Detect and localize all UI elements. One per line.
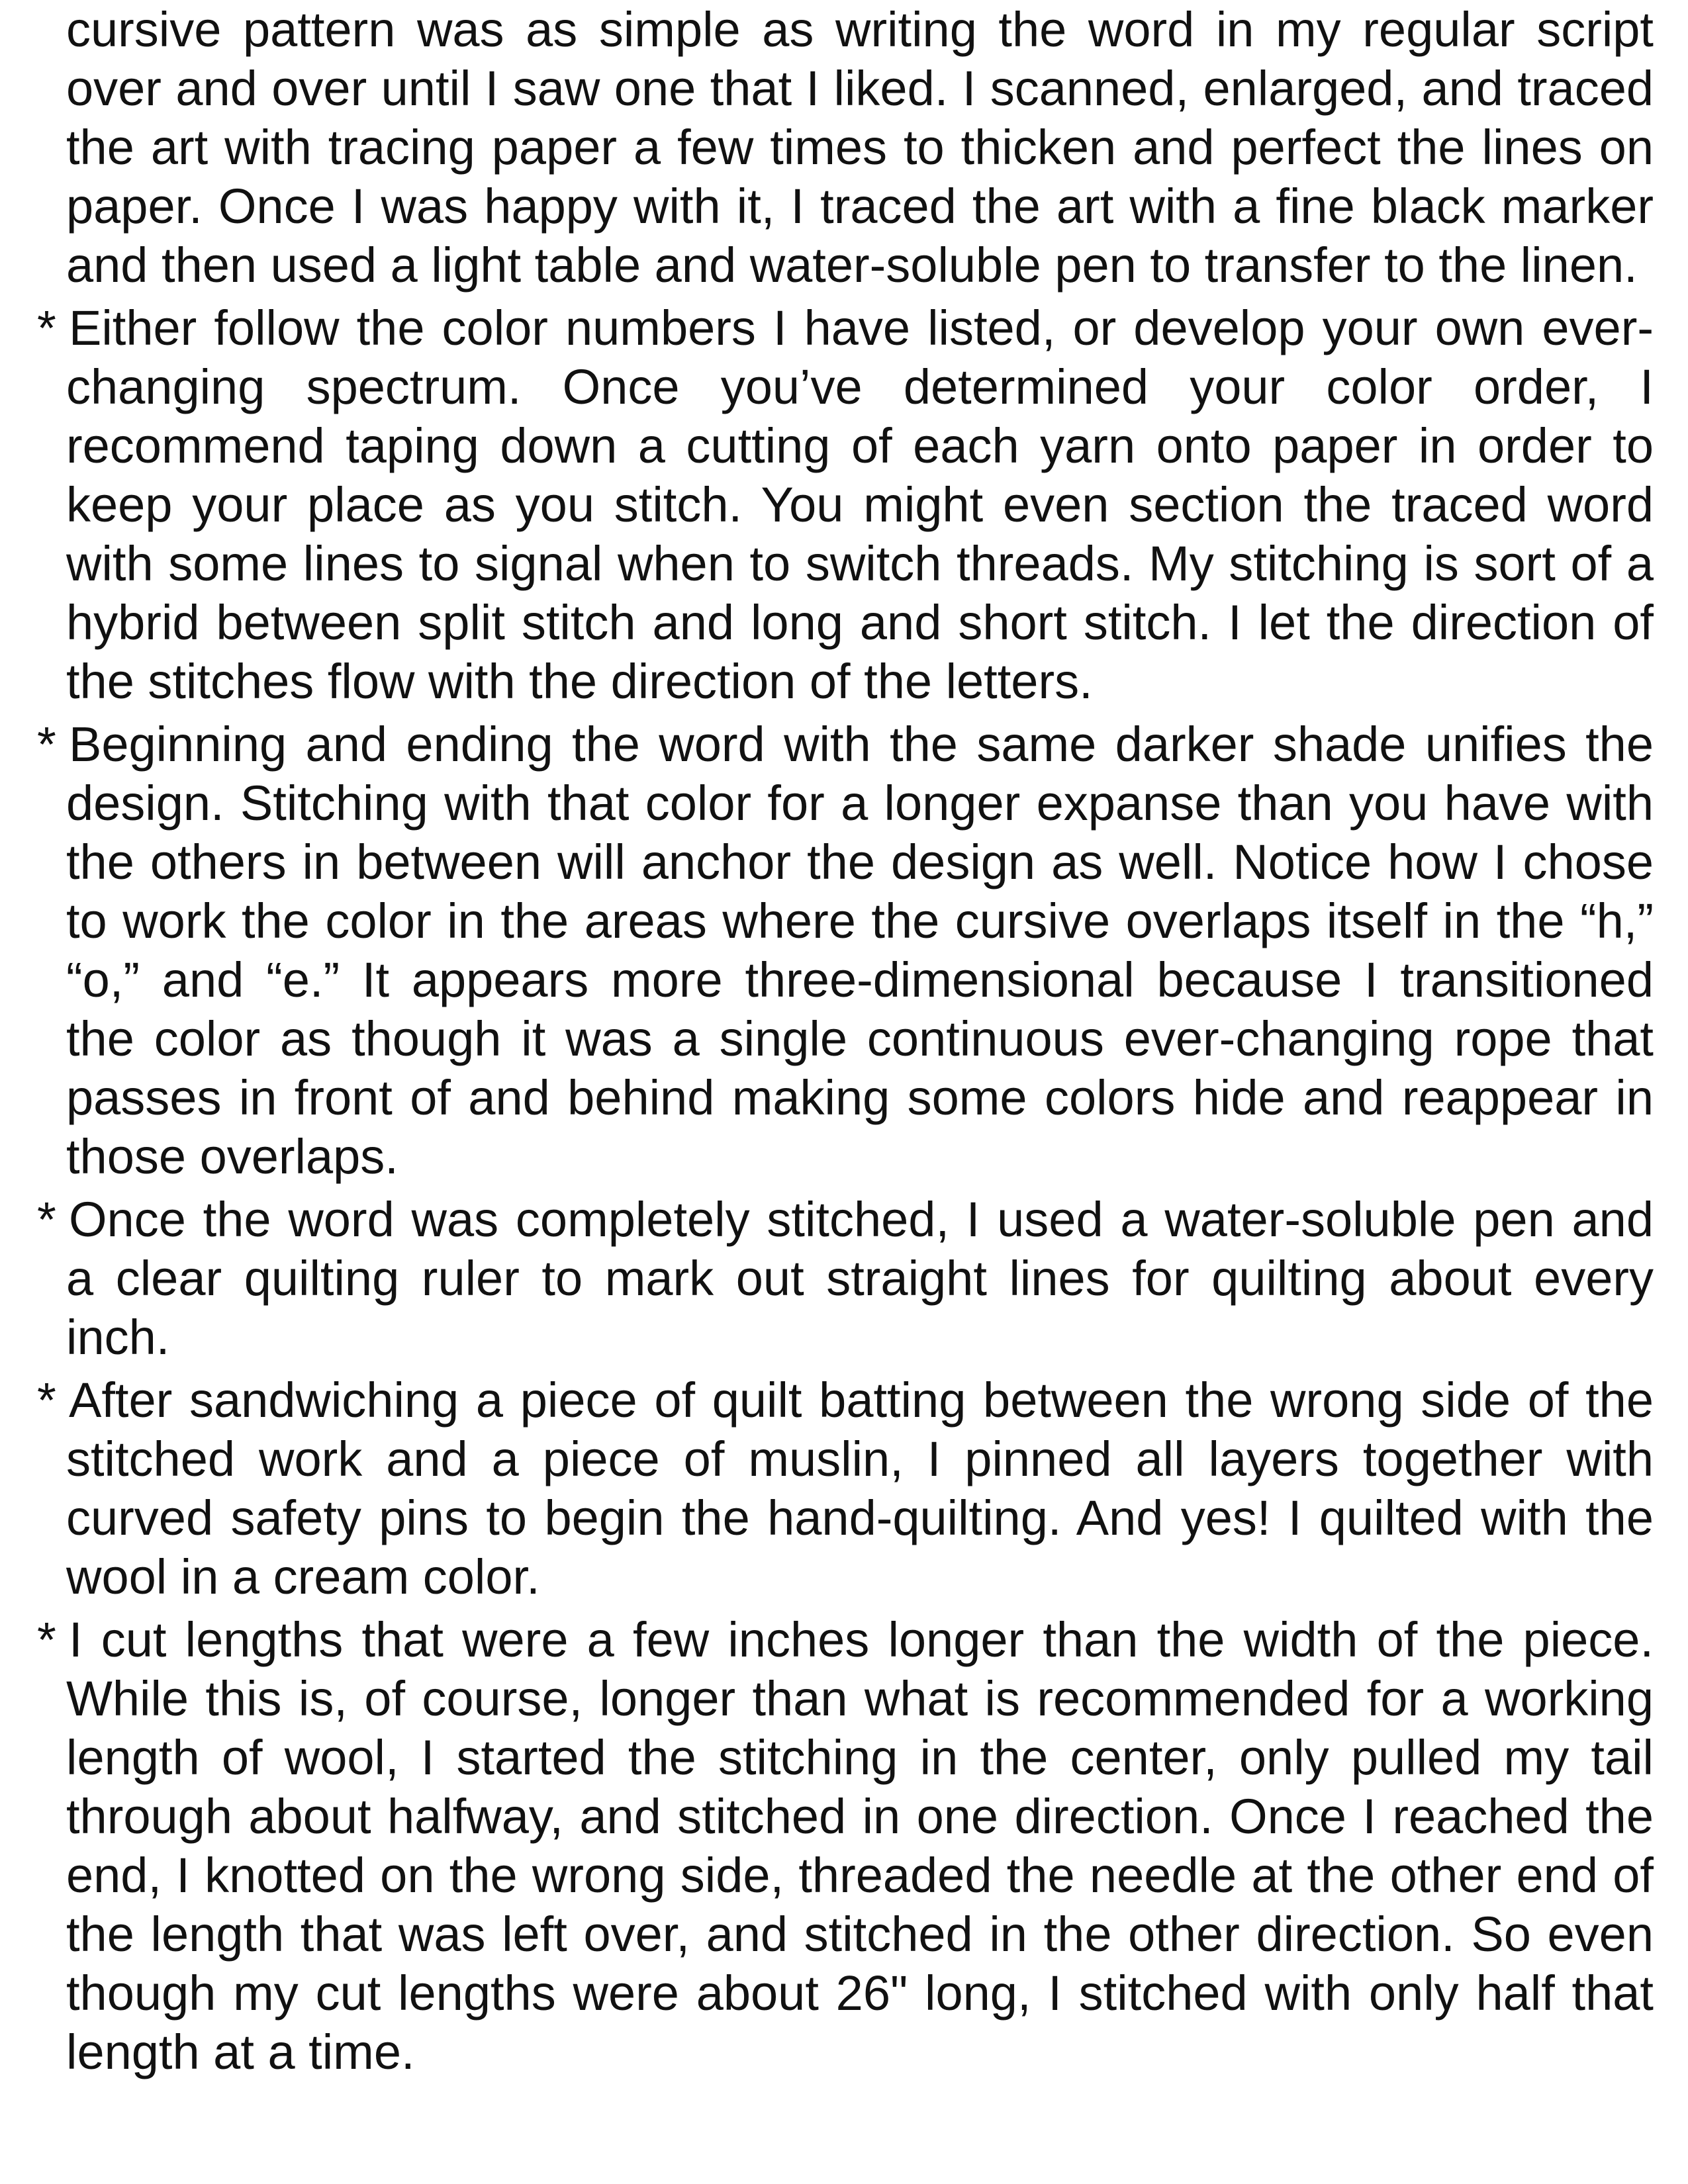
bullet-text: Once the word was completely stitched, I used a water-soluble pen and a clear quilting ruler to mark out straight lines for quilting about every inch.	[66, 1192, 1654, 1365]
bullet-item-cutting-lengths	[37, 1610, 1654, 2081]
bullet-item-color-order	[37, 298, 1654, 711]
bullet-text: I cut lengths that were a few inches longer than the width of the piece. While this is, of course, longer than what is recommended for a working length of wool, I started the stitching in the center, only pulled my tail through about halfway, and stitched in one direction. Once I reached the end, I knotted on the wrong side, threaded the needle at the other end of the length that was left over, and stitched in the other direction. So even though my cut lengths were about 26" long, I stitched with only half that length at a time.	[66, 1612, 1654, 2079]
bullet-text: Either follow the color numbers I have listed, or develop your own ever-changing spectrum. Once you’ve determined your color order, I recommend taping down a cutting of each yarn onto paper in order to keep your place as you stitch. You might even section the traced word with some lines to signal when to switch threads. My stitching is sort of a hybrid between split stitch and long and short stitch. I let the direction of the stitches flow with the direction of the letters.	[66, 300, 1654, 709]
bullet-marker: *	[37, 717, 56, 772]
document-page	[37, 0, 1654, 2081]
bullet-marker: *	[37, 1373, 56, 1428]
bullet-item-marking	[37, 1190, 1654, 1367]
bullet-text: Beginning and ending the word with the same darker shade unifies the design. Stitching with that color for a longer expanse than you have with the others in between will anchor the design as well. Notice how I chose to work the color in the areas where the cursive overlaps itself in the “h,” “o,” and “e.” It appears more three-dimensional because I transitioned the color as though it was a single continuous ever-changing rope that passes in front of and behind making some colors hide and reappear in those overlaps.	[66, 717, 1654, 1184]
bullet-item-sandwiching	[37, 1371, 1654, 1606]
paragraph-continuation: cursive pattern was as simple as writing the word in my regular script over and over until I saw one that I liked. I scanned, enlarged, and traced the art with tracing paper a few times to thicken and perfect the lines on paper. Once I was happy with it, I traced the art with a fine black marker and then used a light table and water-soluble pen to transfer to the linen.	[66, 2, 1654, 293]
bullet-text: After sandwiching a piece of quilt batting between the wrong side of the stitched work and a piece of muslin, I pinned all layers together with curved safety pins to begin the hand-quilting. And yes! I quilted with the wool in a cream color.	[66, 1373, 1654, 1604]
bullet-marker: *	[37, 1192, 56, 1247]
bullet-marker: *	[37, 1612, 56, 1667]
bullet-item-shading	[37, 715, 1654, 1186]
bullet-marker: *	[37, 300, 56, 355]
